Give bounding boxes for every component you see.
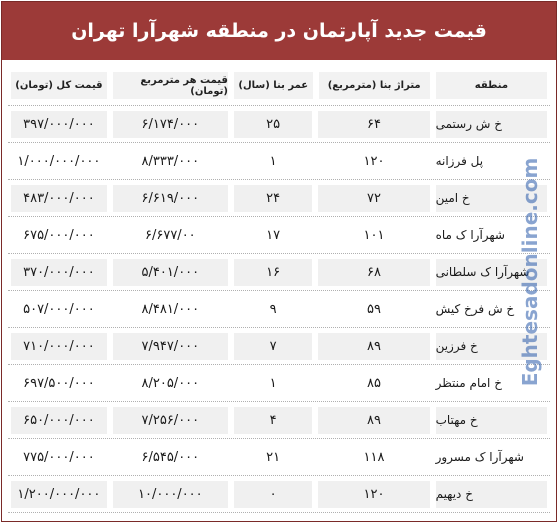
cell-total-price: ۶۵۰/۰۰۰/۰۰۰ <box>11 407 107 434</box>
table-row <box>8 328 550 365</box>
cell-size: ۷۲ <box>318 185 429 212</box>
cell-age: ۷ <box>234 333 313 360</box>
cell-total-price: ۶۷۵/۰۰۰/۰۰۰ <box>23 227 95 243</box>
cell-size: ۸۹ <box>318 333 429 360</box>
table-row <box>8 439 550 476</box>
cell-total-price: ۶۹۷/۵۰۰/۰۰۰ <box>23 375 95 391</box>
price-table-card <box>1 1 557 522</box>
cell-age: ۰ <box>234 481 313 508</box>
cell-price-per-meter: ۶/۵۴۵/۰۰۰ <box>141 449 200 465</box>
cell-area: خ مهتاب <box>436 407 547 434</box>
table-row <box>8 402 550 439</box>
cell-area: پل فرزانه <box>435 154 484 168</box>
cell-total-price: ۱/۰۰۰/۰۰۰/۰۰۰ <box>17 153 101 169</box>
cell-area: خ ش فرخ کیش <box>435 302 515 316</box>
cell-price-per-meter: ۸/۲۰۵/۰۰۰ <box>141 375 200 391</box>
cell-size: ۱۲۰ <box>363 153 385 169</box>
cell-area: خ امام منتظر <box>435 376 502 390</box>
header-total-price: قیمت کل (تومان) <box>11 72 107 99</box>
header-row <box>8 66 550 106</box>
cell-price-per-meter: ۶/۱۷۴/۰۰۰ <box>113 111 228 138</box>
cell-total-price: ۴۸۳/۰۰۰/۰۰۰ <box>11 185 107 212</box>
cell-area: شهرآرا ک سلطانی <box>436 259 547 286</box>
cell-size: ۵۹ <box>367 301 381 317</box>
cell-age: ۴ <box>234 407 313 434</box>
table-row <box>8 106 550 143</box>
price-table <box>8 66 550 513</box>
header-age: عمر بنا (سال) <box>234 72 313 99</box>
cell-age: ۲۴ <box>234 185 313 212</box>
cell-area: خ ش رستمی <box>436 111 547 138</box>
cell-size: ۸۵ <box>367 375 381 391</box>
cell-age: ۱۶ <box>234 259 313 286</box>
header-price-per-meter: قیمت هر مترمربع (تومان) <box>113 72 228 99</box>
cell-age: ۱ <box>269 375 277 391</box>
cell-price-per-meter: ۶/۶۷۷/۰۰ <box>145 227 196 243</box>
cell-price-per-meter: ۱۰/۰۰۰/۰۰۰ <box>113 481 228 508</box>
cell-size: ۸۹ <box>318 407 429 434</box>
watermark-text: Eghtesadonline.com <box>518 157 542 387</box>
cell-price-per-meter: ۶/۶۱۹/۰۰۰ <box>113 185 228 212</box>
header-area: منطقه <box>436 72 547 99</box>
table-row <box>8 143 550 180</box>
cell-size: ۶۸ <box>318 259 429 286</box>
table-row <box>8 476 550 513</box>
table-row <box>8 365 550 402</box>
table-row <box>8 180 550 217</box>
cell-area: خ امین <box>436 185 547 212</box>
cell-size: ۶۴ <box>318 111 429 138</box>
cell-age: ۱ <box>269 153 277 169</box>
cell-area: شهرآرا ک مسرور <box>435 450 524 464</box>
table-row <box>8 291 550 328</box>
cell-price-per-meter: ۸/۳۳۳/۰۰۰ <box>141 153 200 169</box>
table-row <box>8 254 550 291</box>
cell-area: خ فرزین <box>436 333 547 360</box>
cell-size: ۱۱۸ <box>363 449 385 465</box>
cell-area: شهرآرا ک ماه <box>435 228 505 242</box>
cell-total-price: ۳۹۷/۰۰۰/۰۰۰ <box>11 111 107 138</box>
title-bar <box>2 2 556 60</box>
cell-price-per-meter: ۷/۹۴۷/۰۰۰ <box>113 333 228 360</box>
cell-total-price: ۷۱۰/۰۰۰/۰۰۰ <box>11 333 107 360</box>
cell-size: ۱۰۱ <box>363 227 385 243</box>
table-row <box>8 217 550 254</box>
cell-price-per-meter: ۵/۴۰۱/۰۰۰ <box>113 259 228 286</box>
cell-area: خ دیهیم <box>436 481 547 508</box>
cell-total-price: ۱/۲۰۰/۰۰۰/۰۰۰ <box>11 481 107 508</box>
cell-price-per-meter: ۸/۴۸۱/۰۰۰ <box>141 301 200 317</box>
cell-age: ۱۷ <box>266 227 281 243</box>
cell-age: ۹ <box>269 301 277 317</box>
header-size: متراژ بنا (مترمربع) <box>319 72 430 99</box>
cell-total-price: ۵۰۷/۰۰۰/۰۰۰ <box>23 301 95 317</box>
cell-price-per-meter: ۷/۲۵۶/۰۰۰ <box>113 407 228 434</box>
cell-size: ۱۲۰ <box>318 481 429 508</box>
cell-age: ۲۱ <box>266 449 281 465</box>
table-title: قیمت جدید آپارتمان در منطقه شهرآرا تهران <box>71 20 487 42</box>
cell-total-price: ۷۷۵/۰۰۰/۰۰۰ <box>23 449 95 465</box>
cell-age: ۲۵ <box>234 111 313 138</box>
cell-total-price: ۳۷۰/۰۰۰/۰۰۰ <box>11 259 107 286</box>
